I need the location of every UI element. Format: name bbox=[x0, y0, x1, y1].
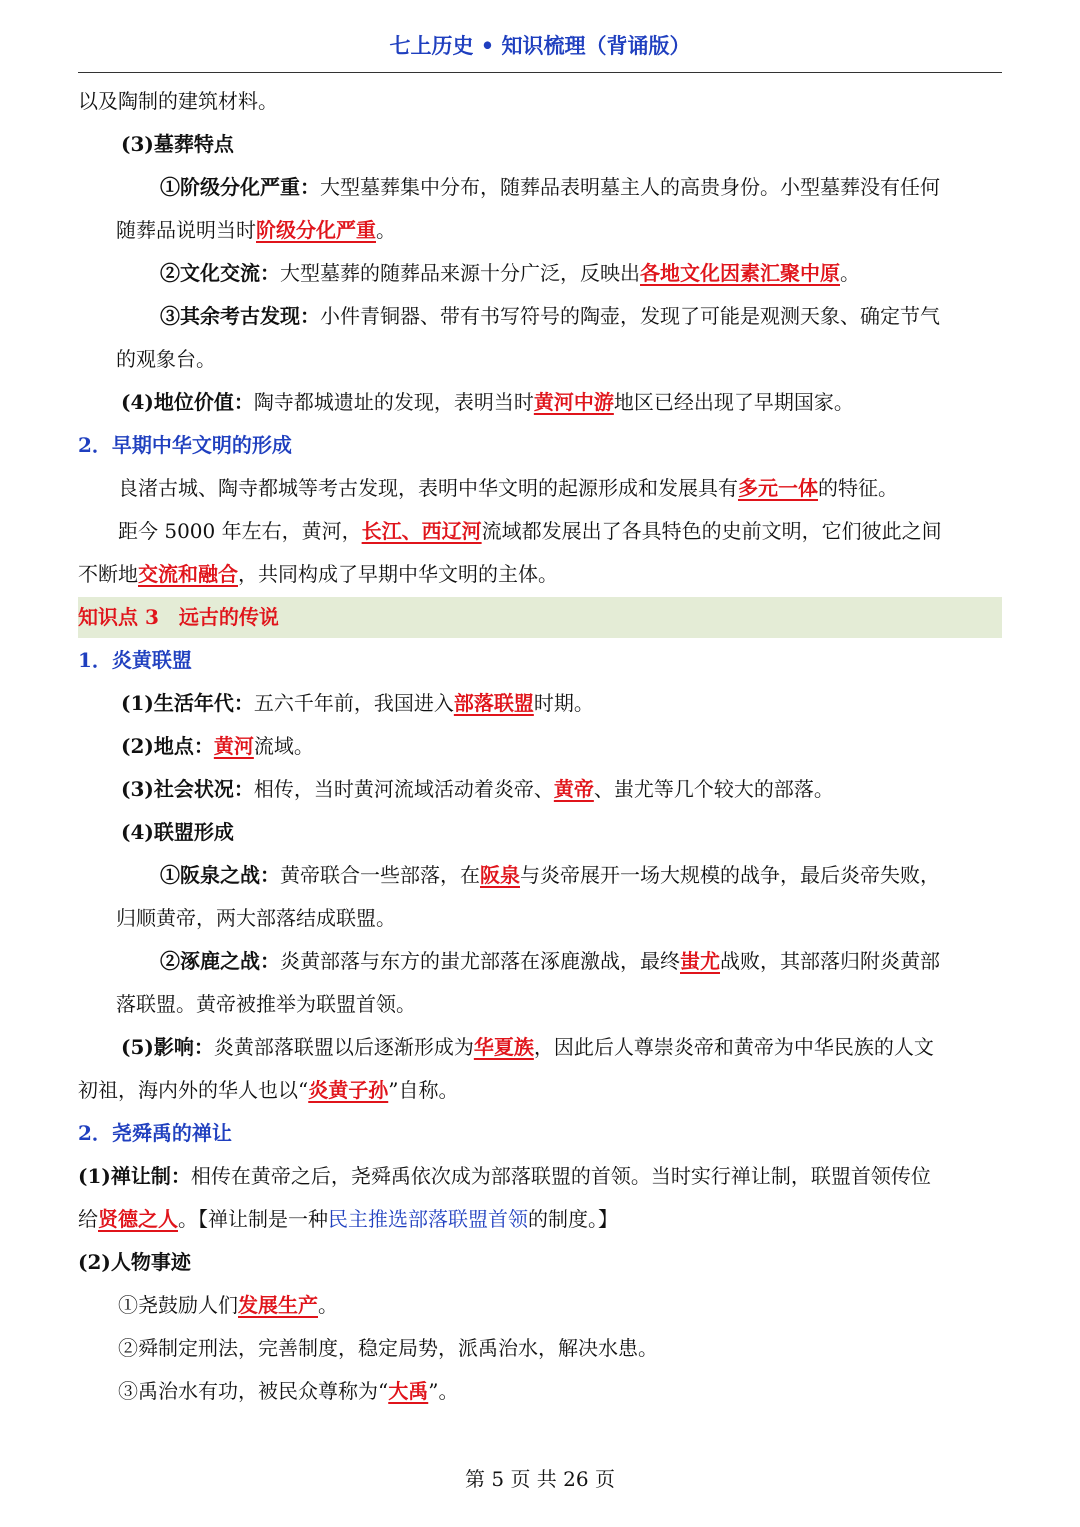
key-term: 黄河中游 bbox=[533, 390, 614, 414]
bold-label: (2)地点： bbox=[121, 734, 214, 758]
key-term: 各地文化因素汇聚中原 bbox=[640, 261, 840, 285]
bold-label: (2)人物事迹 bbox=[78, 1250, 191, 1274]
key-term: 部落联盟 bbox=[453, 691, 534, 715]
text-run: 陶寺都城遗址的发现，表明当时 bbox=[253, 390, 534, 414]
text-run: ，共同构成了早期中华文明的主体。 bbox=[238, 562, 558, 586]
bold-label: ①阪泉之战： bbox=[160, 863, 280, 887]
text-line bbox=[78, 80, 1002, 123]
text-line bbox=[78, 811, 1002, 854]
key-term: 交流和融合 bbox=[138, 562, 238, 586]
bold-label: ①阶级分化严重： bbox=[160, 175, 320, 199]
text-run: ，因此后人尊崇炎帝和黄帝为中华民族的人文 bbox=[533, 1035, 934, 1059]
bold-label: (4)联盟形成 bbox=[121, 820, 234, 844]
text-line bbox=[78, 166, 1002, 209]
bold-label: ②文化交流： bbox=[160, 261, 280, 285]
key-term: 贤德之人 bbox=[98, 1207, 178, 1231]
text-line bbox=[78, 768, 1002, 811]
text-line bbox=[78, 338, 1002, 381]
text-run: 大型墓葬集中分布，随葬品表明墓主人的高贵身份。小型墓葬没有任何 bbox=[320, 175, 940, 199]
bold-label: ②涿鹿之战： bbox=[160, 949, 280, 973]
text-line bbox=[78, 854, 1002, 897]
text-line bbox=[78, 1155, 1002, 1198]
key-term: 黄河 bbox=[213, 734, 254, 758]
text-run: ”。 bbox=[428, 1379, 459, 1403]
text-line bbox=[78, 424, 1002, 467]
text-line bbox=[78, 1198, 1002, 1241]
text-line bbox=[78, 1069, 1002, 1112]
knowledge-point-banner bbox=[78, 597, 1002, 638]
section-heading: 2．早期中华文明的形成 bbox=[78, 433, 292, 457]
text-run: 。 bbox=[318, 1293, 338, 1317]
bold-label: (4)地位价值： bbox=[121, 390, 254, 414]
text-run: 时期。 bbox=[533, 691, 594, 715]
text-run: 炎黄部落联盟以后逐渐形成为 bbox=[213, 1035, 474, 1059]
text-line bbox=[78, 1327, 1002, 1370]
text-line bbox=[78, 381, 1002, 424]
highlight-note: 民主推选部落联盟首领 bbox=[328, 1207, 528, 1231]
key-term: 阶级分化严重 bbox=[256, 218, 376, 242]
text-run: 以及陶制的建筑材料。 bbox=[78, 89, 278, 113]
text-line bbox=[78, 1112, 1002, 1155]
text-run: 的制度。】 bbox=[528, 1207, 618, 1231]
text-run: 流域都发展出了各具特色的史前文明，它们彼此之间 bbox=[481, 519, 942, 543]
text-run: 初祖，海内外的华人也以“ bbox=[78, 1078, 309, 1102]
key-term: 黄帝 bbox=[553, 777, 594, 801]
key-term: 发展生产 bbox=[238, 1293, 318, 1317]
bold-label: ③其余考古发现： bbox=[160, 304, 320, 328]
bold-label: (3)墓葬特点 bbox=[121, 132, 234, 156]
key-term: 大禹 bbox=[388, 1379, 429, 1403]
text-run: 的特征。 bbox=[818, 476, 898, 500]
text-run: 的观象台。 bbox=[116, 347, 216, 371]
header-divider bbox=[78, 72, 1002, 73]
text-run: ③禹治水有功，被民众尊称为“ bbox=[118, 1379, 389, 1403]
text-run: 。【禅让制是一种 bbox=[178, 1207, 328, 1231]
text-run: 随葬品说明当时 bbox=[116, 218, 256, 242]
bold-label: (5)影响： bbox=[121, 1035, 214, 1059]
text-run: 与炎帝展开一场大规模的战争，最后炎帝失败， bbox=[520, 863, 940, 887]
text-line bbox=[78, 725, 1002, 768]
key-term: 阪泉 bbox=[480, 863, 520, 887]
page-header-title: 七上历史 • 知识梳理（背诵版） bbox=[389, 33, 691, 58]
text-run: ①尧鼓励人们 bbox=[118, 1293, 238, 1317]
text-run: 战败，其部落归附炎黄部 bbox=[720, 949, 940, 973]
text-line bbox=[78, 252, 1002, 295]
text-line bbox=[78, 295, 1002, 338]
page-number-footer: 第 5 页 共 26 页 bbox=[465, 1467, 615, 1491]
key-term: 炎黄子孙 bbox=[308, 1078, 389, 1102]
text-line bbox=[78, 510, 1002, 553]
text-run: ②舜制定刑法，完善制度，稳定局势，派禹治水，解决水患。 bbox=[118, 1336, 658, 1360]
text-line bbox=[78, 1370, 1002, 1413]
text-run: 、蚩尤等几个较大的部落。 bbox=[593, 777, 834, 801]
text-line bbox=[78, 940, 1002, 983]
text-run: 五六千年前，我国进入 bbox=[253, 691, 454, 715]
text-line bbox=[78, 1026, 1002, 1069]
bold-label: (1)生活年代： bbox=[121, 691, 254, 715]
text-run: 给 bbox=[78, 1207, 98, 1231]
text-line bbox=[78, 682, 1002, 725]
text-run: 知识点 3 远古的传说 bbox=[78, 605, 279, 629]
section-heading: 1．炎黄联盟 bbox=[78, 648, 192, 672]
text-line bbox=[78, 209, 1002, 252]
text-run: 不断地 bbox=[78, 562, 138, 586]
text-line bbox=[78, 897, 1002, 940]
text-run: 大型墓葬的随葬品来源十分广泛，反映出 bbox=[280, 261, 640, 285]
text-line bbox=[78, 467, 1002, 510]
text-run: 相传，当时黄河流域活动着炎帝、 bbox=[253, 777, 554, 801]
text-line bbox=[78, 983, 1002, 1026]
text-run: 小件青铜器、带有书写符号的陶壶，发现了可能是观测天象、确定节气 bbox=[320, 304, 940, 328]
text-run: 良渚古城、陶寺都城等考古发现，表明中华文明的起源形成和发展具有 bbox=[118, 476, 738, 500]
text-run: 黄帝联合一些部落，在 bbox=[280, 863, 480, 887]
text-line bbox=[78, 1284, 1002, 1327]
text-run: 相传在黄帝之后，尧舜禹依次成为部落联盟的首领。当时实行禅让制，联盟首领传位 bbox=[190, 1164, 931, 1188]
bold-label: (3)社会状况： bbox=[121, 777, 254, 801]
text-run: 落联盟。黄帝被推举为联盟首领。 bbox=[116, 992, 416, 1016]
text-run: ”自称。 bbox=[388, 1078, 459, 1102]
key-term: 蚩尤 bbox=[680, 949, 720, 973]
text-line bbox=[78, 639, 1002, 682]
text-line bbox=[78, 553, 1002, 596]
key-term: 长江、西辽河 bbox=[361, 519, 482, 543]
section-heading: 2．尧舜禹的禅让 bbox=[78, 1121, 232, 1145]
text-line bbox=[78, 123, 1002, 166]
document-body bbox=[78, 80, 1002, 1413]
text-run: 距今 5000 年左右，黄河， bbox=[118, 519, 362, 543]
key-term: 多元一体 bbox=[738, 476, 818, 500]
text-run: 。 bbox=[376, 218, 396, 242]
text-run: 归顺黄帝，两大部落结成联盟。 bbox=[116, 906, 396, 930]
key-term: 华夏族 bbox=[473, 1035, 534, 1059]
text-run: 地区已经出现了早期国家。 bbox=[613, 390, 854, 414]
text-run: 流域。 bbox=[253, 734, 314, 758]
text-line bbox=[78, 1241, 1002, 1284]
text-run: 炎黄部落与东方的蚩尤部落在涿鹿激战，最终 bbox=[280, 949, 680, 973]
text-run: 。 bbox=[840, 261, 860, 285]
bold-label: (1)禅让制： bbox=[78, 1164, 191, 1188]
